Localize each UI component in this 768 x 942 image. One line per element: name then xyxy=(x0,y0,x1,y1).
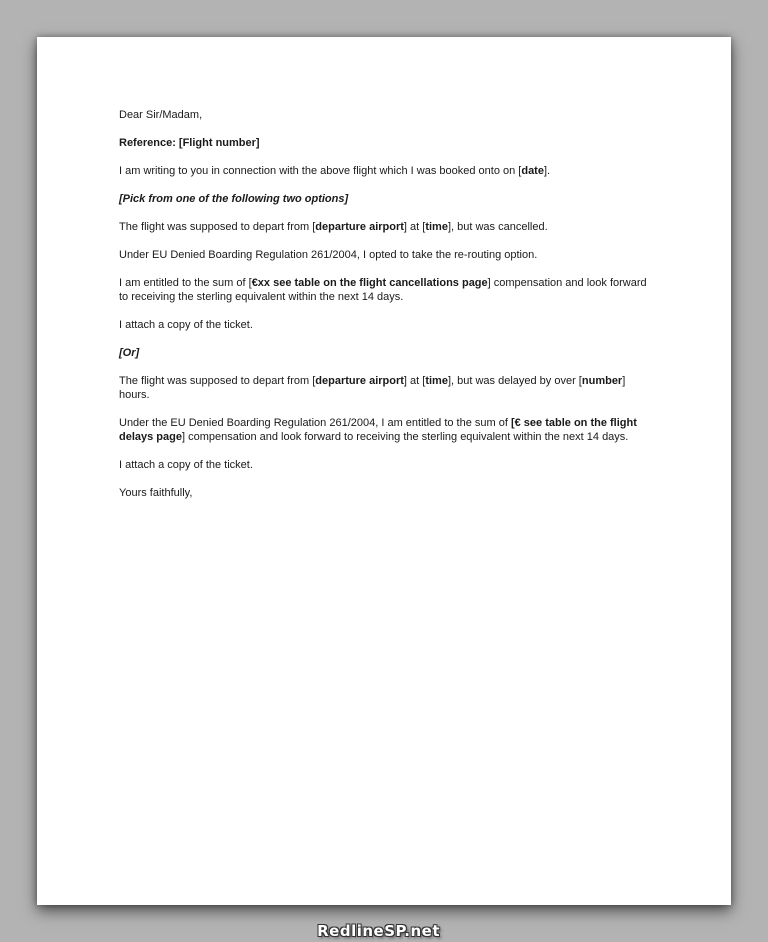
option2-depart-text-c: ], but was delayed by over [ xyxy=(447,375,582,387)
option1-depart-paragraph xyxy=(119,220,649,234)
option1-airport-placeholder: departure airport xyxy=(315,221,404,233)
option2-depart-text-b: ] at [ xyxy=(403,375,426,387)
closing: Yours faithfully, xyxy=(119,487,193,499)
option2-entitled-text-b: ] compensation and look forward to receiving the sterling equivalent within the next 14 days. xyxy=(181,431,629,443)
pick-options-note: [Pick from one of the following two options] xyxy=(119,193,349,205)
letter-body xyxy=(119,108,649,514)
option2-depart-paragraph xyxy=(119,374,649,402)
date-placeholder: date xyxy=(521,165,544,177)
option2-amount-placeholder: [€ see table on the flight delays page xyxy=(119,417,637,443)
reference-line: Reference: [Flight number] xyxy=(119,137,260,149)
option1-depart-text-a: The flight was supposed to depart from [ xyxy=(119,221,316,233)
intro-paragraph xyxy=(119,164,649,178)
option2-entitled-text-a: Under the EU Denied Boarding Regulation 261/2004, I am entitled to the sum of xyxy=(119,417,511,429)
option2-depart-text-d: ] hours. xyxy=(119,375,626,401)
or-note: [Or] xyxy=(119,347,140,359)
option1-entitled-paragraph xyxy=(119,276,649,304)
option2-entitled-paragraph xyxy=(119,416,649,444)
option2-time-placeholder: time xyxy=(425,375,448,387)
option1-amount-placeholder: €xx see table on the flight cancellations page xyxy=(251,277,488,289)
option1-entitled-text-b: ] compensation and look forward to receiving the sterling equivalent within the next 14 days. xyxy=(119,277,647,303)
site-watermark: RedlineSP.net xyxy=(317,922,440,940)
option1-attach-paragraph: I attach a copy of the ticket. xyxy=(119,319,253,331)
option1-depart-text-c: ], but was cancelled. xyxy=(447,221,548,233)
salutation: Dear Sir/Madam, xyxy=(119,109,203,121)
option2-number-placeholder: number xyxy=(581,375,623,387)
option1-time-placeholder: time xyxy=(425,221,448,233)
option1-entitled-text-a: I am entitled to the sum of [ xyxy=(119,277,252,289)
option2-depart-text-a: The flight was supposed to depart from [ xyxy=(119,375,316,387)
letter-page xyxy=(37,37,731,905)
option2-airport-placeholder: departure airport xyxy=(315,375,404,387)
option1-regulation-paragraph: Under EU Denied Boarding Regulation 261/2004, I opted to take the re-routing option. xyxy=(119,249,538,261)
option1-depart-text-b: ] at [ xyxy=(403,221,426,233)
option2-attach-paragraph: I attach a copy of the ticket. xyxy=(119,459,253,471)
intro-end: ]. xyxy=(543,165,551,177)
intro-text: I am writing to you in connection with the above flight which I was booked onto on [ xyxy=(119,165,522,177)
